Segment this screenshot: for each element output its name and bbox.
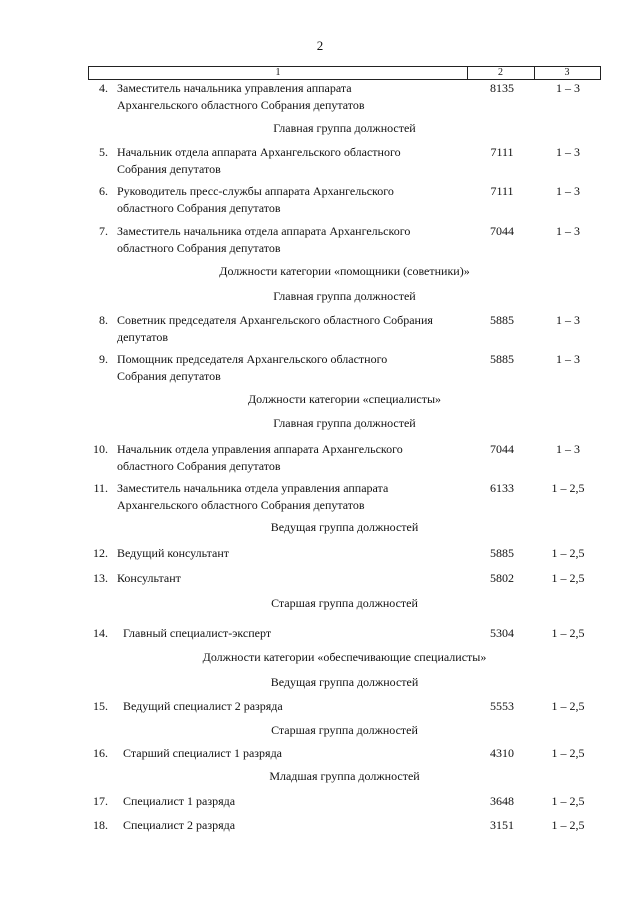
group-heading: Ведущая группа должностей xyxy=(270,520,419,534)
position-name: Старший специалист 1 разряда xyxy=(123,746,282,760)
row-number: 11. xyxy=(93,481,108,495)
position-name: Советник председателя Архангельского областного Собрания депутатов xyxy=(117,313,433,344)
row-number: 7. xyxy=(99,224,108,238)
row-number: 16. xyxy=(93,746,108,760)
salary-value: 5885 xyxy=(490,546,514,560)
salary-value: 6133 xyxy=(490,481,514,495)
header-col-2: 2 xyxy=(467,67,535,79)
rate-range: 1 – 3 xyxy=(556,352,580,366)
position-name: Главный специалист-эксперт xyxy=(123,626,272,640)
rate-range: 1 – 2,5 xyxy=(551,546,585,560)
row-number: 13. xyxy=(93,571,108,585)
salary-value: 8135 xyxy=(490,81,514,95)
row-number: 10. xyxy=(93,442,108,456)
position-name: Руководитель пресс-службы аппарата Архангельского областного Собрания депутатов xyxy=(117,184,394,215)
rate-range: 1 – 3 xyxy=(556,313,580,327)
table-header xyxy=(88,66,601,80)
group-heading: Главная группа должностей xyxy=(273,289,416,303)
group-heading: Младшая группа должностей xyxy=(269,769,420,783)
rate-range: 1 – 3 xyxy=(556,145,580,159)
position-name: Начальник отдела управления аппарата Архангельского областного Собрания депутатов xyxy=(117,442,403,473)
salary-value: 7111 xyxy=(490,184,514,198)
rate-range: 1 – 2,5 xyxy=(551,746,585,760)
rate-range: 1 – 3 xyxy=(556,442,580,456)
row-number: 5. xyxy=(99,145,108,159)
row-number: 8. xyxy=(99,313,108,327)
row-number: 18. xyxy=(93,818,108,832)
position-name: Консультант xyxy=(117,571,181,585)
rate-range: 1 – 2,5 xyxy=(551,481,585,495)
row-number: 17. xyxy=(93,794,108,808)
salary-value: 7044 xyxy=(490,442,514,456)
salary-value: 7111 xyxy=(490,145,514,159)
rate-range: 1 – 2,5 xyxy=(551,571,585,585)
rate-range: 1 – 2,5 xyxy=(551,699,585,713)
group-heading: Главная группа должностей xyxy=(273,416,416,430)
header-col-3: 3 xyxy=(564,67,570,78)
salary-value: 5885 xyxy=(490,352,514,366)
group-heading: Главная группа должностей xyxy=(273,121,416,135)
page-number: 2 xyxy=(316,38,324,53)
row-number: 4. xyxy=(99,81,108,95)
position-name: Начальник отдела аппарата Архангельского областного Собрания депутатов xyxy=(117,145,401,176)
group-heading: Старшая группа должностей xyxy=(271,723,418,737)
salary-value: 5885 xyxy=(490,313,514,327)
rate-range: 1 – 2,5 xyxy=(551,626,585,640)
header-col-1: 1 xyxy=(89,67,468,79)
rate-range: 1 – 3 xyxy=(556,184,580,198)
salary-value: 7044 xyxy=(490,224,514,238)
row-number: 9. xyxy=(99,352,108,366)
rate-range: 1 – 3 xyxy=(556,224,580,238)
rate-range: 1 – 3 xyxy=(556,81,580,95)
row-number: 15. xyxy=(93,699,108,713)
group-heading: Ведущая группа должностей xyxy=(270,675,419,689)
position-name: Заместитель начальника отдела управления аппарата Архангельского областного Собрания депутатов xyxy=(117,481,389,512)
position-name: Ведущий консультант xyxy=(117,546,230,560)
category-heading: Должности категории «специалисты» xyxy=(247,392,442,406)
row-number: 6. xyxy=(99,184,108,198)
position-name: Ведущий специалист 2 разряда xyxy=(123,699,283,713)
rate-range: 1 – 2,5 xyxy=(551,794,585,808)
rate-range: 1 – 2,5 xyxy=(551,818,585,832)
salary-value: 3151 xyxy=(490,818,514,832)
position-name: Специалист 2 разряда xyxy=(123,818,236,832)
salary-value: 4310 xyxy=(490,746,514,760)
salary-value: 5304 xyxy=(490,626,514,640)
position-name: Заместитель начальника управления аппарата Архангельского областного Собрания депутатов xyxy=(117,81,365,112)
category-heading: Должности категории «обеспечивающие специалисты» xyxy=(202,650,487,664)
salary-value: 3648 xyxy=(490,794,514,808)
category-heading: Должности категории «помощники (советники)» xyxy=(219,264,470,278)
row-number: 12. xyxy=(93,546,108,560)
salary-value: 5553 xyxy=(490,699,514,713)
position-name: Помощник председателя Архангельского областного Собрания депутатов xyxy=(117,352,388,383)
group-heading: Старшая группа должностей xyxy=(271,596,418,610)
salary-value: 5802 xyxy=(490,571,514,585)
row-number: 14. xyxy=(93,626,108,640)
position-name: Заместитель начальника отдела аппарата Архангельского областного Собрания депутатов xyxy=(117,224,411,255)
position-name: Специалист 1 разряда xyxy=(123,794,236,808)
